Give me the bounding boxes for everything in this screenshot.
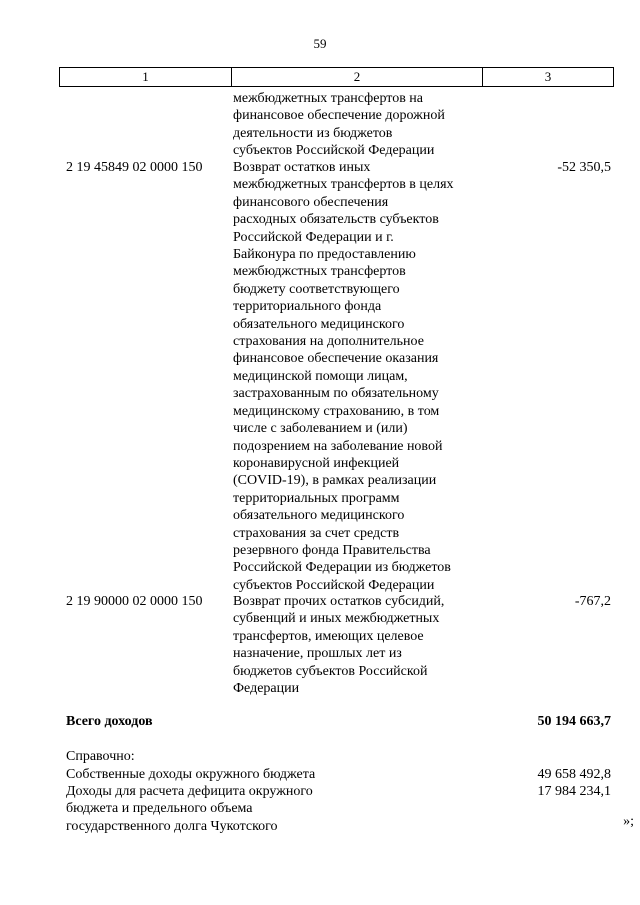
desc-line: Российской Федерации из бюджетов	[233, 560, 451, 576]
desc-line: Байконура по предоставлению	[233, 247, 416, 263]
desc-line: застрахованным по обязательному	[233, 386, 439, 402]
desc-line: страхования за счет средств	[233, 525, 400, 541]
deficit-label	[66, 783, 313, 835]
desc-line: бюджету соответствующего	[233, 281, 400, 297]
row-amount: -52 350,5	[557, 160, 611, 175]
desc-line: Возврат остатков иных	[233, 160, 371, 175]
desc-line: расходных обязательств субъектов	[233, 212, 439, 228]
desc-line: финансового обеспечения	[233, 194, 389, 210]
desc-line: числе с заболеванием и (или)	[233, 421, 408, 437]
row-code: 2 19 90000 02 0000 150	[66, 594, 203, 609]
desc-line: резервного фонда Правительства	[233, 542, 431, 558]
desc-line: медицинскому страхованию, в том	[233, 403, 440, 419]
own-income-label: Собственные доходы окружного бюджета	[66, 767, 316, 782]
desc-line: Российской Федерации и г.	[233, 229, 394, 245]
desc-line: обязательного медицинского	[233, 508, 405, 524]
row-description	[233, 90, 483, 160]
desc-line: финансовое обеспечение дорожной	[233, 108, 445, 124]
desc-line: межбюджстных трансфертов	[233, 264, 406, 280]
desc-line: деятельности из бюджетов	[233, 125, 393, 141]
row-description	[233, 593, 483, 697]
desc-line: медицинской помощи лицам,	[233, 368, 408, 384]
deficit-label-line: государственного долга Чукотского	[66, 818, 278, 834]
desc-line: субъектов Российской Федерации	[233, 577, 435, 593]
desc-line: субвенций и иных межбюджетных	[233, 611, 440, 627]
desc-line: финансовое обеспечение оказания	[233, 351, 439, 367]
own-income-amount: 49 658 492,8	[537, 767, 611, 782]
desc-line: межбюджетных трансфертов на	[233, 91, 424, 106]
desc-line: межбюджетных трансфертов в целях	[233, 177, 454, 193]
desc-line: (COVID-19), в рамках реализации	[233, 473, 437, 489]
row-code: 2 19 45849 02 0000 150	[66, 160, 203, 175]
desc-line: обязательного медицинского	[233, 316, 405, 332]
header-col-2: 2	[232, 68, 483, 86]
desc-line: назначение, прошлых лет из	[233, 646, 402, 662]
desc-line: трансфертов, имеющих целевое	[233, 628, 424, 644]
desc-line: страхования на дополнительное	[233, 334, 424, 350]
closing-mark: »;	[623, 814, 634, 829]
desc-line: подозрением на заболевание новой	[233, 438, 443, 454]
page-number: 59	[313, 36, 327, 51]
desc-line: территориального фонда	[233, 299, 382, 315]
total-label: Всего доходов	[66, 714, 153, 729]
desc-line: территориальных программ	[233, 490, 400, 506]
desc-line: бюджетов субъектов Российской	[233, 663, 428, 679]
desc-line: Федерации	[233, 681, 300, 697]
table-header	[59, 67, 614, 87]
total-amount: 50 194 663,7	[537, 714, 611, 729]
header-col-3: 3	[544, 69, 552, 84]
desc-line: коронавирусной инфекцией	[233, 455, 400, 471]
deficit-label-line: бюджета и предельного объема	[66, 801, 253, 817]
row-amount: -767,2	[574, 594, 611, 609]
desc-line: Возврат прочих остатков субсидий,	[233, 594, 445, 609]
header-col-1: 1	[60, 68, 232, 86]
row-description	[233, 159, 483, 594]
reference-title: Справочно:	[66, 749, 135, 764]
deficit-label-line: Доходы для расчета дефицита окружного	[66, 784, 313, 799]
desc-line: субъектов Российской Федерации	[233, 143, 435, 159]
deficit-amount: 17 984 234,1	[537, 784, 611, 799]
